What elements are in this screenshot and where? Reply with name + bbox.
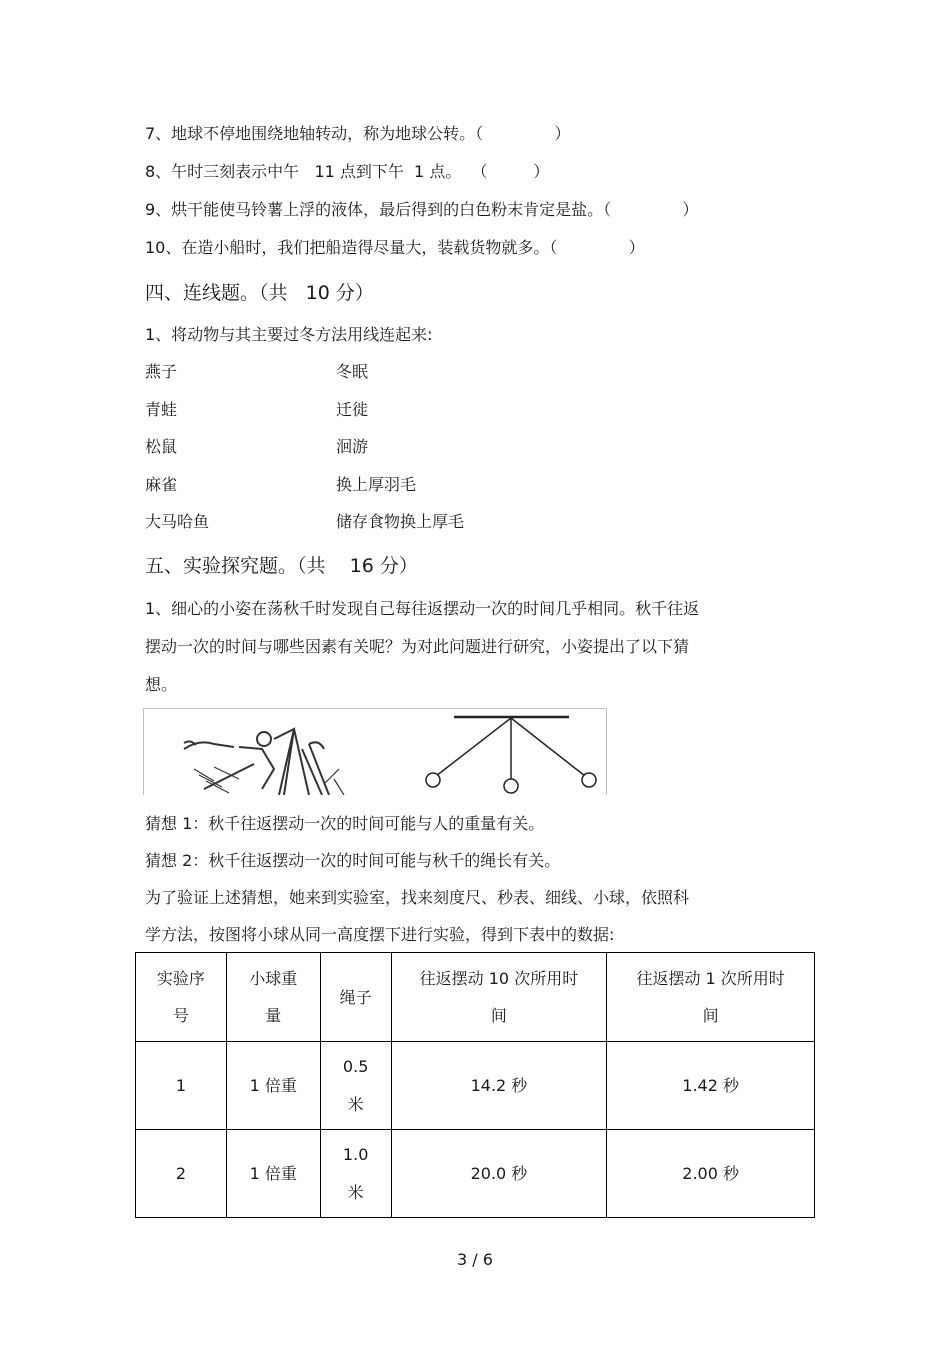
intro-line: 1、细心的小姿在荡秋千时发现自己每往返摆动一次的时间几乎相同。秋千往返 [145,599,700,618]
experiment-figure [143,708,607,795]
pendulum-icon [426,717,596,793]
header-rope: 绳子 [320,953,391,1042]
cell-time-1: 1.42 秒 [607,1042,815,1130]
method-item: 洄游 [336,437,369,456]
cell-rope: 0.5 米 [320,1042,391,1130]
table-row [136,1042,815,1130]
cell-weight: 1 倍重 [226,1042,320,1130]
section5-heading: 五、实验探究题。（共 16 分） [145,555,418,577]
cell-rope: 1.0 米 [320,1130,391,1218]
method-item: 换上厚羽毛 [336,475,417,494]
cell-time-10: 20.0 秒 [391,1130,607,1218]
swing-pendulum-illustration [144,709,606,795]
judgement-item-8: 8、午时三刻表示中午 11 点到下午 1 点。 （ ） [145,162,550,181]
header-trial-number: 实验序 号 [136,953,227,1042]
intro-line: 摆动一次的时间与哪些因素有关呢？为对此问题进行研究，小姿提出了以下猜 [145,637,690,656]
intro-line: 想。 [145,675,178,694]
hypothesis-1: 猜想 1：秋千往返摆动一次的时间可能与人的重量有关。 [145,814,545,833]
cell-trial: 1 [136,1042,227,1130]
judgement-item-9: 9、烘干能使马铃薯上浮的液体，最后得到的白色粉末肯定是盐。（ ） [145,200,699,219]
method-line: 学方法，按图将小球从同一高度摆下进行实验，得到下表中的数据: [145,925,615,944]
cell-trial: 2 [136,1130,227,1218]
section4-heading: 四、连线题。（共 10 分） [145,282,374,304]
table-row [136,1130,815,1218]
method-item: 冬眠 [336,362,369,381]
section4-question: 1、将动物与其主要过冬方法用线连起来: [145,325,433,344]
method-item: 储存食物换上厚毛 [336,512,465,531]
animal-item: 松鼠 [145,437,178,456]
judgement-item-10: 10、在造小船时，我们把船造得尽量大，装载货物就多。（ ） [145,238,645,257]
table-header-row [136,953,815,1042]
cell-weight: 1 倍重 [226,1130,320,1218]
cell-time-10: 14.2 秒 [391,1042,607,1130]
swing-sketch-icon [184,729,344,795]
hypothesis-2: 猜想 2：秋千往返摆动一次的时间可能与秋千的绳长有关。 [145,851,561,870]
animal-item: 青蛙 [145,400,178,419]
method-item: 迁徙 [336,400,369,419]
animal-item: 麻雀 [145,475,178,494]
experiment-table [135,952,815,1218]
header-time-1: 往返摆动 1 次所用时 间 [607,953,815,1042]
method-line: 为了验证上述猜想，她来到实验室，找来刻度尺、秒表、细线、小球，依照科 [145,888,690,907]
animal-item: 大马哈鱼 [145,512,210,531]
animal-item: 燕子 [145,362,178,381]
header-ball-weight: 小球重 量 [226,953,320,1042]
header-time-10: 往返摆动 10 次所用时 间 [391,953,607,1042]
page-number: 3 / 6 [457,1250,493,1269]
judgement-item-7: 7、地球不停地围绕地轴转动，称为地球公转。（ ） [145,124,571,143]
cell-time-1: 2.00 秒 [607,1130,815,1218]
